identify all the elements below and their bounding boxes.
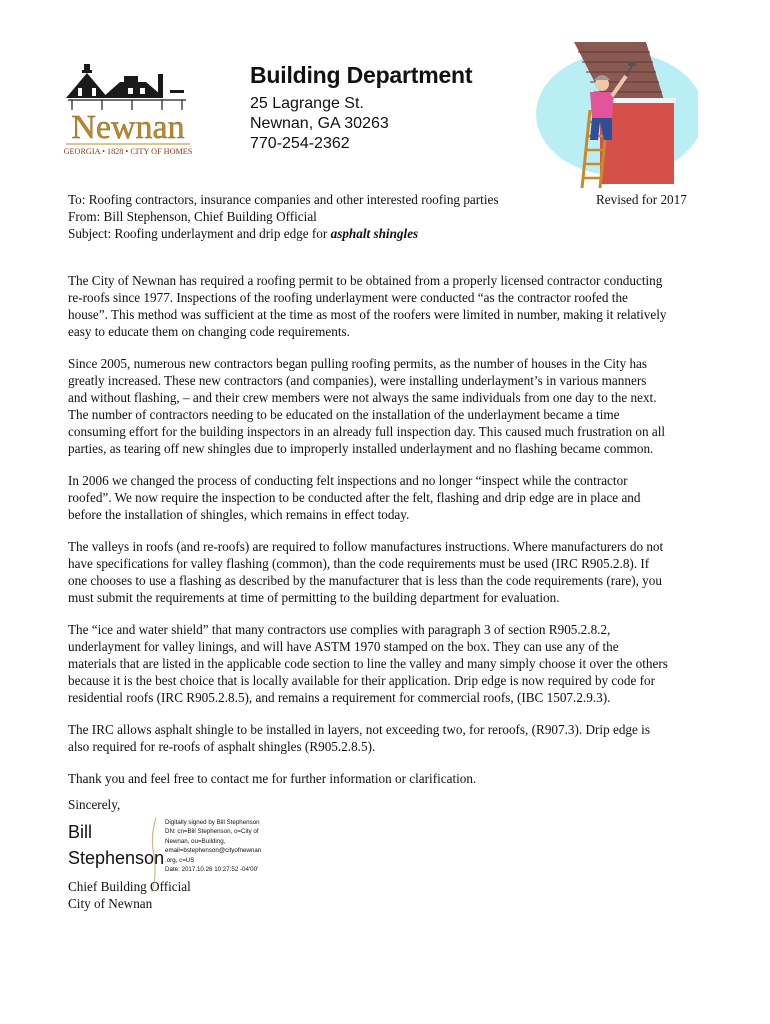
memo-subject bbox=[68, 225, 708, 242]
body-paragraph bbox=[68, 272, 704, 340]
address-city: Newnan, GA 30263 bbox=[250, 115, 389, 132]
body-line: The number of contractors needing to be educated on the installation of the underlayment became a time bbox=[68, 407, 620, 422]
closing: Sincerely, bbox=[68, 797, 121, 812]
digital-signature-line: Newnan, ou=Building, bbox=[165, 837, 226, 845]
digital-signature-details bbox=[165, 818, 275, 874]
digital-signature-line: DN: cn=Bill Stephenson, o=City of bbox=[165, 828, 259, 836]
body-line: must submit the requirements at time of permitting to the building department for evaluation. bbox=[68, 590, 560, 605]
signer-title: Chief Building Official bbox=[68, 879, 191, 894]
body-line: consuming effort for the building inspectors in an already full inspection day. This caused much frustration on all bbox=[68, 424, 666, 439]
body-line: one chooses to use a flashing as described by the manufacturer that is less than the code requirements (rare), you bbox=[68, 573, 662, 588]
body-line: The IRC allows asphalt shingle to be installed in layers, not exceeding two, for reroofs, (R907.3). Drip edge is bbox=[68, 722, 650, 737]
body-line: parties, as tearing off new shingles due to improperly installed underlayment and no flashing became common. bbox=[68, 441, 654, 456]
digital-signature-line: Digitally signed by Bill Stephenson bbox=[165, 819, 260, 826]
signer-organization: City of Newnan bbox=[68, 896, 153, 911]
body-paragraph bbox=[68, 621, 704, 706]
revised-note: Revised for 2017 bbox=[596, 192, 687, 207]
body-paragraph bbox=[68, 472, 704, 523]
body-line: before the installation of shingles, which remains in effect today. bbox=[68, 507, 410, 522]
body-line: In 2006 we changed the process of conducting felt inspections and no longer “inspect while the contractor bbox=[68, 473, 628, 488]
memo-subject-prefix: Subject: Roofing underlayment and drip edge for bbox=[68, 226, 331, 241]
body-line: underlayment for valley linings, and will have ASTM 1970 stamped on the box. They can use any of the bbox=[68, 639, 619, 654]
body-line: house”. This method was sufficient at the time as most of the roofers were limited in number, making it relatively bbox=[68, 307, 667, 322]
body-line: residential roofs (IRC R905.2.8.5), and remains a requirement for commercial roofs, (IBC 1507.2.9.3). bbox=[68, 690, 611, 705]
body-line: and without flashing, – and their crew members were not always the same individuals from one day to the next. bbox=[68, 390, 657, 405]
body-line: easy to educate them on changing code requirements. bbox=[68, 324, 350, 339]
body-line: because it is the best choice that is locally available for their application. Drip edge is now required by code for bbox=[68, 673, 656, 688]
signature-first-name: Bill bbox=[68, 822, 93, 842]
memo-from: From: Bill Stephenson, Chief Building Official bbox=[68, 209, 317, 224]
body-paragraph bbox=[68, 538, 704, 606]
letter-body bbox=[68, 272, 704, 802]
logo-tagline: GEORGIA • 1828 • CITY OF HOMES bbox=[63, 147, 193, 156]
digital-signature-line: .org, c=US bbox=[165, 856, 195, 864]
logo-wordmark: Newnan bbox=[71, 109, 185, 146]
address-street: 25 Lagrange St. bbox=[250, 95, 364, 112]
body-paragraph bbox=[68, 721, 704, 755]
body-paragraph bbox=[68, 355, 704, 457]
digital-signature-line: email=bstephenson@cityofnewnan bbox=[165, 847, 262, 855]
body-line: have specifications for valley flashing (common), than the code requirements must be used (IRC R905.2.8). If bbox=[68, 556, 650, 571]
newnan-logo bbox=[62, 54, 194, 158]
body-line: greatly increased. These new contractors (and companies), were installing underlayment’s in various manners bbox=[68, 373, 647, 388]
body-line: The City of Newnan has required a roofing permit to be obtained from a properly licensed contractor conducting bbox=[68, 273, 663, 288]
body-line: The “ice and water shield” that many contractors use complies with paragraph 3 of section R905.2.8.2, bbox=[68, 622, 611, 637]
body-line: also required for re-roofs of asphalt shingles (R905.2.8.5). bbox=[68, 739, 376, 754]
body-paragraph bbox=[68, 770, 704, 787]
signature-last-name: Stephenson bbox=[68, 848, 165, 868]
memo-to: To: Roofing contractors, insurance companies and other interested roofing parties bbox=[68, 192, 499, 207]
memo-subject-emphasis: asphalt shingles bbox=[330, 226, 419, 241]
digital-signature-line: Date: 2017.10.26 10:27:52 -04'00' bbox=[165, 866, 259, 874]
signer-title-block bbox=[68, 878, 191, 912]
body-line: The valleys in roofs (and re-roofs) are required to follow manufactures instructions. Where manufacturers do not bbox=[68, 539, 664, 554]
body-line: re-roofs since 1977. Inspections of the roofing underlayment were conducted “as the contractor roofed the bbox=[68, 290, 628, 305]
department-title: Building Department bbox=[250, 62, 473, 88]
body-line: materials that are listed in the applicable code section to line the valley and many simply choose it over the others bbox=[68, 656, 668, 671]
body-line: Thank you and feel free to contact me for further information or clarification. bbox=[68, 771, 477, 786]
phone-number: 770-254-2362 bbox=[250, 135, 350, 152]
body-line: roofed”. We now require the inspection to be conducted after the felt, flashing and drip edge are in place and bbox=[68, 490, 641, 505]
body-line: Since 2005, numerous new contractors began pulling roofing permits, as the number of houses in the City has bbox=[68, 356, 648, 371]
roofer-on-ladder-icon bbox=[528, 40, 698, 190]
